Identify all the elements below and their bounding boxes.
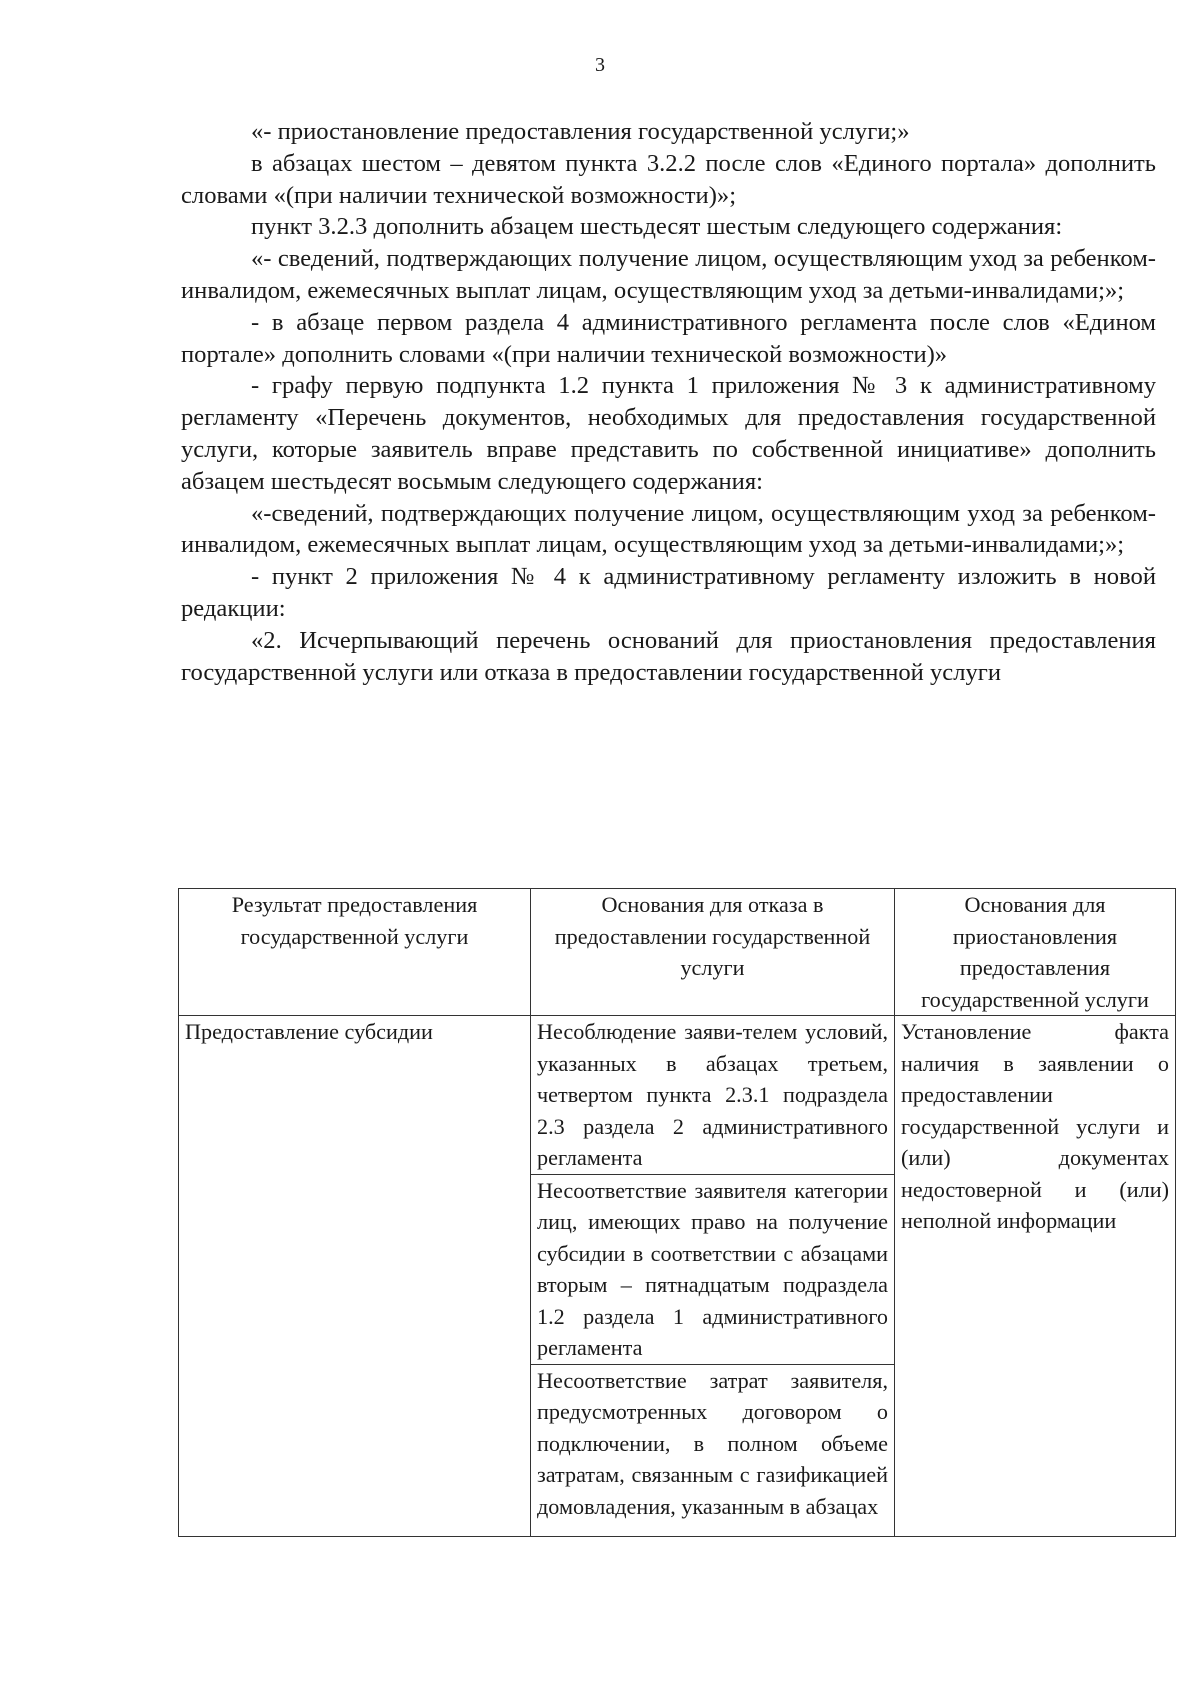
refusal-reason: Несоответствие заявителя категории лиц, имеющих право на получение субсидии в соответствии с абзацами вторым – пятнадцатым подраздела 1.2 раздела 1 административного регламента [531, 1174, 894, 1364]
refusal-reason: Несоответствие затрат заявителя, предусмотренных договором о подключении, в полном объеме затратам, связанным с газификацией домовладения, указанным в абзацах [531, 1364, 894, 1536]
paragraph: «2. Исчерпывающий перечень оснований для приостановления предоставления государственной услуги или отказа в предоставлении государственной услуги [181, 626, 1156, 686]
table-row [179, 1016, 1176, 1537]
paragraph: «-сведений, подтверждающих получение лицом, осуществляющим уход за ребенком-инвалидом, ежемесячных выплат лицам, осуществляющим уход за детьми-инвалидами;»; [181, 499, 1156, 559]
paragraph: «- приостановление предоставления государственной услуги;» [251, 118, 910, 145]
header-result: Результат предоставления государственной услуги [179, 889, 531, 1016]
header-suspension: Основания для приостановления предоставления государственной услуги [895, 889, 1176, 1016]
paragraph: - в абзаце первом раздела 4 административного регламента после слов «Едином портале» дополнить словами «(при наличии технической возможности)» [181, 308, 1156, 368]
paragraph: - графу первую подпункта 1.2 пункта 1 приложения № 3 к административному регламенту «Перечень документов, необходимых для предоставления государственной услуги, которые заявитель вправе представить по собственной инициативе» дополнить абзацем шестьдесят восьмым следующего содержания: [181, 372, 1156, 495]
header-refusal: Основания для отказа в предоставлении государственной услуги [531, 889, 895, 1016]
paragraph: пункт 3.2.3 дополнить абзацем шестьдесят шестым следующего содержания: [251, 213, 1063, 241]
page-number: 3 [595, 54, 605, 76]
suspension-reason-cell: Установление факта наличия в заявлении о предоставлении государственной услуги и (или) документах недостоверной и (или) неполной информации [895, 1016, 1176, 1537]
refusal-reasons-cell [531, 1016, 895, 1537]
paragraph: «- сведений, подтверждающих получение лицом, осуществляющим уход за ребенком-инвалидом, ежемесячных выплат лицам, осуществляющим уход за детьми-инвалидами;»; [181, 245, 1156, 304]
grounds-table [178, 888, 1176, 1537]
result-cell: Предоставление субсидии [179, 1016, 531, 1537]
paragraph: в абзацах шестом – девятом пункта 3.2.2 после слов «Единого портала» дополнить словами «(при наличии технической возможности)»; [181, 149, 1156, 209]
document-body [181, 116, 1156, 688]
paragraph: - пункт 2 приложения № 4 к административному регламенту изложить в новой редакции: [181, 563, 1156, 622]
refusal-reason: Несоблюдение заяви-телем условий, указанных в абзацах третьем, четвертом пункта 2.3.1 подраздела 2.3 раздела 2 административного регламента [537, 1019, 888, 1170]
table-header-row [179, 889, 1176, 1016]
